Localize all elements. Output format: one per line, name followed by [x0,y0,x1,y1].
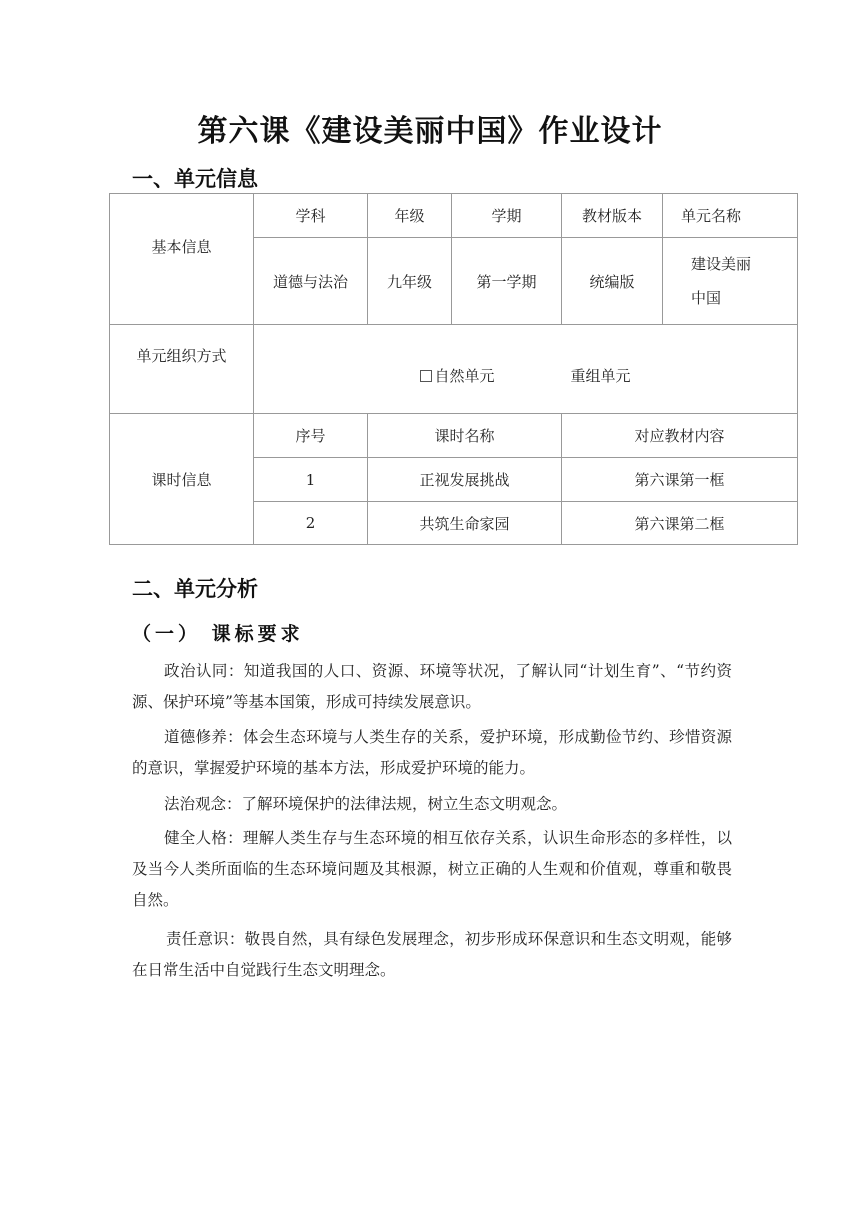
table-row [110,325,798,414]
document-title: 第六课《建设美丽中国》作业设计 [197,114,663,149]
paragraph-political-identity: 政治认同：知道我国的人口、资源、环境等状况，了解认同“计划生育”、“节约资源、保护环境”等基本国策，形成可持续发展意识。 [132,662,732,711]
checkbox-icon[interactable] [420,370,432,382]
paragraph-moral-cultivation: 道德修养：体会生态环境与人类生存的关系，爱护环境，形成勤俭节约、珍惜资源的意识，掌握爱护环境的基本方法，形成爱护环境的能力。 [132,728,732,777]
value-cell-semester: 第一学期 [452,238,562,325]
section-heading-unit-info: 一、单元信息 [132,167,258,191]
natural-unit-option: 自然单元 [434,367,495,385]
lesson-content: 第六课第一框 [562,458,798,502]
org-method-label: 单元组织方式 [110,325,254,414]
lesson-no: 2 [254,502,368,545]
header-cell-semester: 学期 [452,194,562,238]
lesson-header-content: 对应教材内容 [562,414,798,458]
basic-info-label: 基本信息 [110,194,254,325]
value-cell-subject: 道德与法治 [254,238,368,325]
header-cell-grade: 年级 [368,194,452,238]
section-heading-unit-analysis: 二、单元分析 [132,577,258,601]
org-options-line [420,365,630,386]
lesson-name: 正视发展挑战 [368,458,562,502]
paragraph-responsibility: 责任意识：敬畏自然，具有绿色发展理念，初步形成环保意识和生态文明观，能够在日常生活中自觉践行生态文明理念。 [132,930,732,979]
value-cell-textbook-version: 统编版 [562,238,663,325]
paragraph-rule-of-law: 法治观念：了解环境保护的法律法规，树立生态文明观念。 [164,795,568,813]
header-cell-textbook-version: 教材版本 [562,194,663,238]
lesson-header-name: 课时名称 [368,414,562,458]
lesson-content: 第六课第二框 [562,502,798,545]
lesson-no: 1 [254,458,368,502]
paragraph-sound-personality: 健全人格：理解人类生存与生态环境的相互依存关系，认识生命形态的多样性，以及当今人类所面临的生态环境问题及其根源，树立正确的人生观和价值观，尊重和敬畏自然。 [132,829,732,909]
lesson-header-no: 序号 [254,414,368,458]
header-cell-unit-name: 单元名称 [663,194,798,238]
value-cell-unit-name [663,238,798,325]
header-cell-subject: 学科 [254,194,368,238]
unit-name-line2: 中国 [691,289,722,307]
unit-info-table [109,193,798,545]
lesson-info-label: 课时信息 [110,414,254,545]
value-cell-grade: 九年级 [368,238,452,325]
org-method-options [254,325,798,414]
subsection-heading-curriculum: （一） 课标要求 [132,623,304,645]
table-row [110,194,798,238]
table-row [110,414,798,458]
unit-name-line1: 建设美丽 [691,255,752,273]
regrouped-unit-option: 重组单元 [570,367,631,385]
lesson-name: 共筑生命家园 [368,502,562,545]
